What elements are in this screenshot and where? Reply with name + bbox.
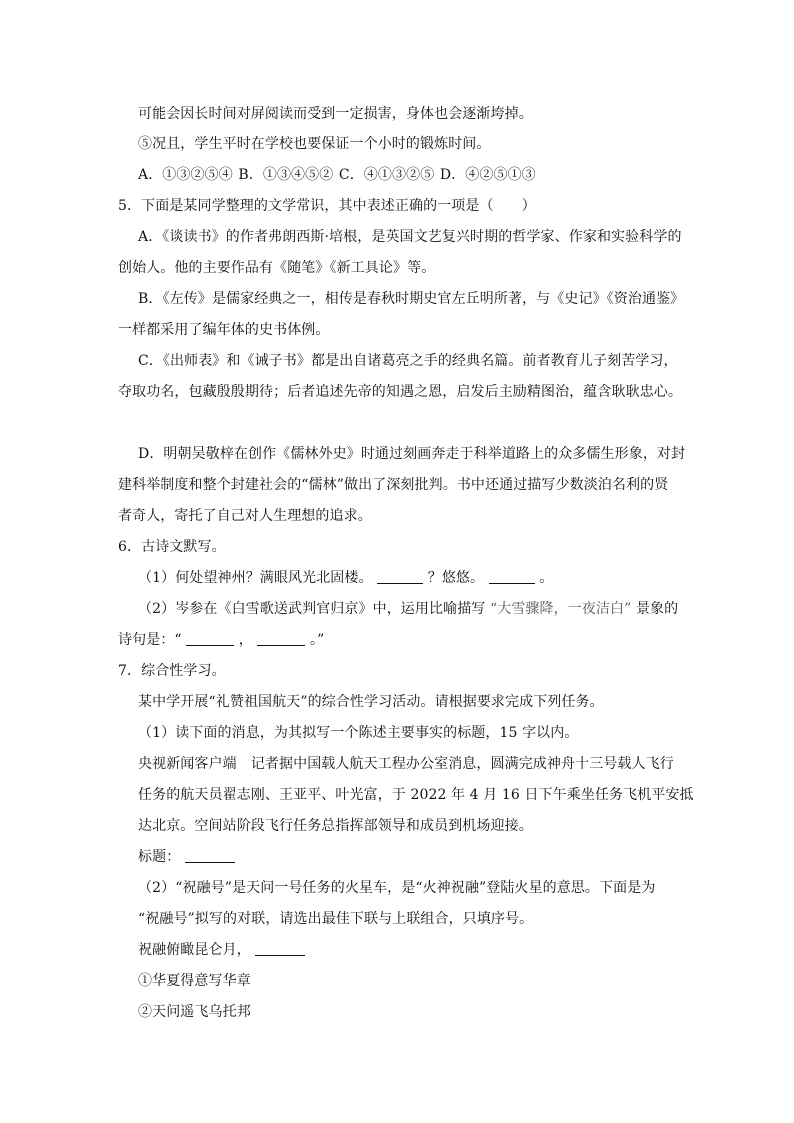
text-line: 可能会因长时间对屏阅读而受到一定损害，身体也会逐渐垮掉。 [138,106,533,122]
question-7: 7．综合性学习。 [118,663,226,679]
option-c-line-1: C．《出师表》和《诫子书》都是出自诸葛亮之手的经典名篇。前者教育儿子刻苦学习， [138,353,678,369]
headline-answer-line [138,847,235,867]
news-line-3: 达北京。空间站阶段飞行任务总指挥部领导和成员到机场迎接。 [138,818,533,834]
question-6-1-prefix: （1）何处望神州？满眼风光北固楼。 [138,570,373,586]
answer-blank[interactable] [185,848,235,863]
option-b-line-2: 一样都采用了编年体的史书体例。 [118,322,330,338]
answer-blank[interactable] [489,569,535,584]
question-7-task-2-line-1: （2）“祝融号”是天问一号任务的火星车，是“火神祝融”登陆火星的意思。下面是为 [138,880,656,896]
question-6-2-continued [118,630,324,650]
answer-blank[interactable] [186,631,234,646]
question-7-task-1: （1）读下面的消息，为其拟写一个陈述主要事实的标题，15 字以内。 [138,725,579,741]
option-b-line-1: B．《左传》是儒家经典之一，相传是春秋时期史官左丘明所著，与《史记》《资治通鉴》 [138,291,685,307]
question-6-2-comma: ， [238,632,253,648]
headline-label: 标题： [138,849,181,865]
question-5: 5．下面是某同学整理的文学常识，其中表述正确的一项是（ ） [118,198,536,214]
option-a-line-2: 创始人。他的主要作品有《随笔》《新工具论》等。 [118,260,436,276]
couplet-option-1: ①华夏得意写华章 [138,973,251,989]
question-6-2-prefix: （2）岑参在《白雪歌送武判官归京》中，运用比喻描写 [138,601,486,617]
news-line-2: 任务的航天员翟志刚、王亚平、叶光富，于 2022 年 4 月 16 日下午乘坐任务飞机平安抵 [138,787,694,803]
couplet-line [138,940,305,960]
question-6-2 [138,599,678,619]
text-line: ⑤况且，学生平时在学校也要保证一个小时的锻炼时间。 [138,136,491,152]
question-6-1-mid: ？悠悠。 [427,570,485,586]
option-d-line-1: D．明朝吴敬梓在创作《儒林外史》时通过刻画奔走于科举道路上的众多儒生形象，对封 [138,446,686,462]
question-6-2-end: 。” [310,632,325,648]
question-7-task-2-line-2: “祝融号”拟写的对联，请选出最佳下联与上联组合，只填序号。 [138,911,534,927]
question-7-intro: 某中学开展“礼赞祖国航天”的综合性学习活动。请根据要求完成下列任务。 [138,694,604,710]
question-6-2-quote: “大雪骤降，一夜洁白” [489,601,632,617]
option-d-line-2: 建科举制度和整个封建社会的“儒林”做出了深刻批判。书中还通过描写少数淡泊名利的贤 [118,477,669,493]
news-line-1: 央视新闻客户端 记者据中国载人航天工程办公室消息，圆满完成神舟十三号载人飞行 [138,756,674,772]
couplet-first-line: 祝融俯瞰昆仑月， [138,942,251,958]
option-c-line-2: 夺取功名，包藏殷殷期待；后者追述先帝的知遇之恩，启发后主励精图治，蕴含耿耿忠心。 [118,384,682,400]
option-a-line-1: A．《谈读书》的作者弗朗西斯·培根，是英国文艺复兴时期的哲学家、作家和实验科学的 [138,229,682,245]
question-6-2-answer-prefix: 诗句是：“ [118,632,182,648]
answer-blank[interactable] [255,941,305,956]
question-6-2-suffix: 景象的 [635,601,679,617]
answer-blank[interactable] [377,569,423,584]
question-6-1-end: 。 [539,570,554,586]
question-6: 6．古诗文默写。 [118,539,226,555]
answer-options: A．①③②⑤④ B．①③④⑤② C．④①③②⑤ D．④②⑤①③ [138,167,536,183]
couplet-option-2: ②天问遥飞乌托邦 [138,1004,251,1020]
option-d-line-3: 者奇人，寄托了自己对人生理想的追求。 [118,508,372,524]
question-6-1 [138,568,553,588]
answer-blank[interactable] [257,631,305,646]
